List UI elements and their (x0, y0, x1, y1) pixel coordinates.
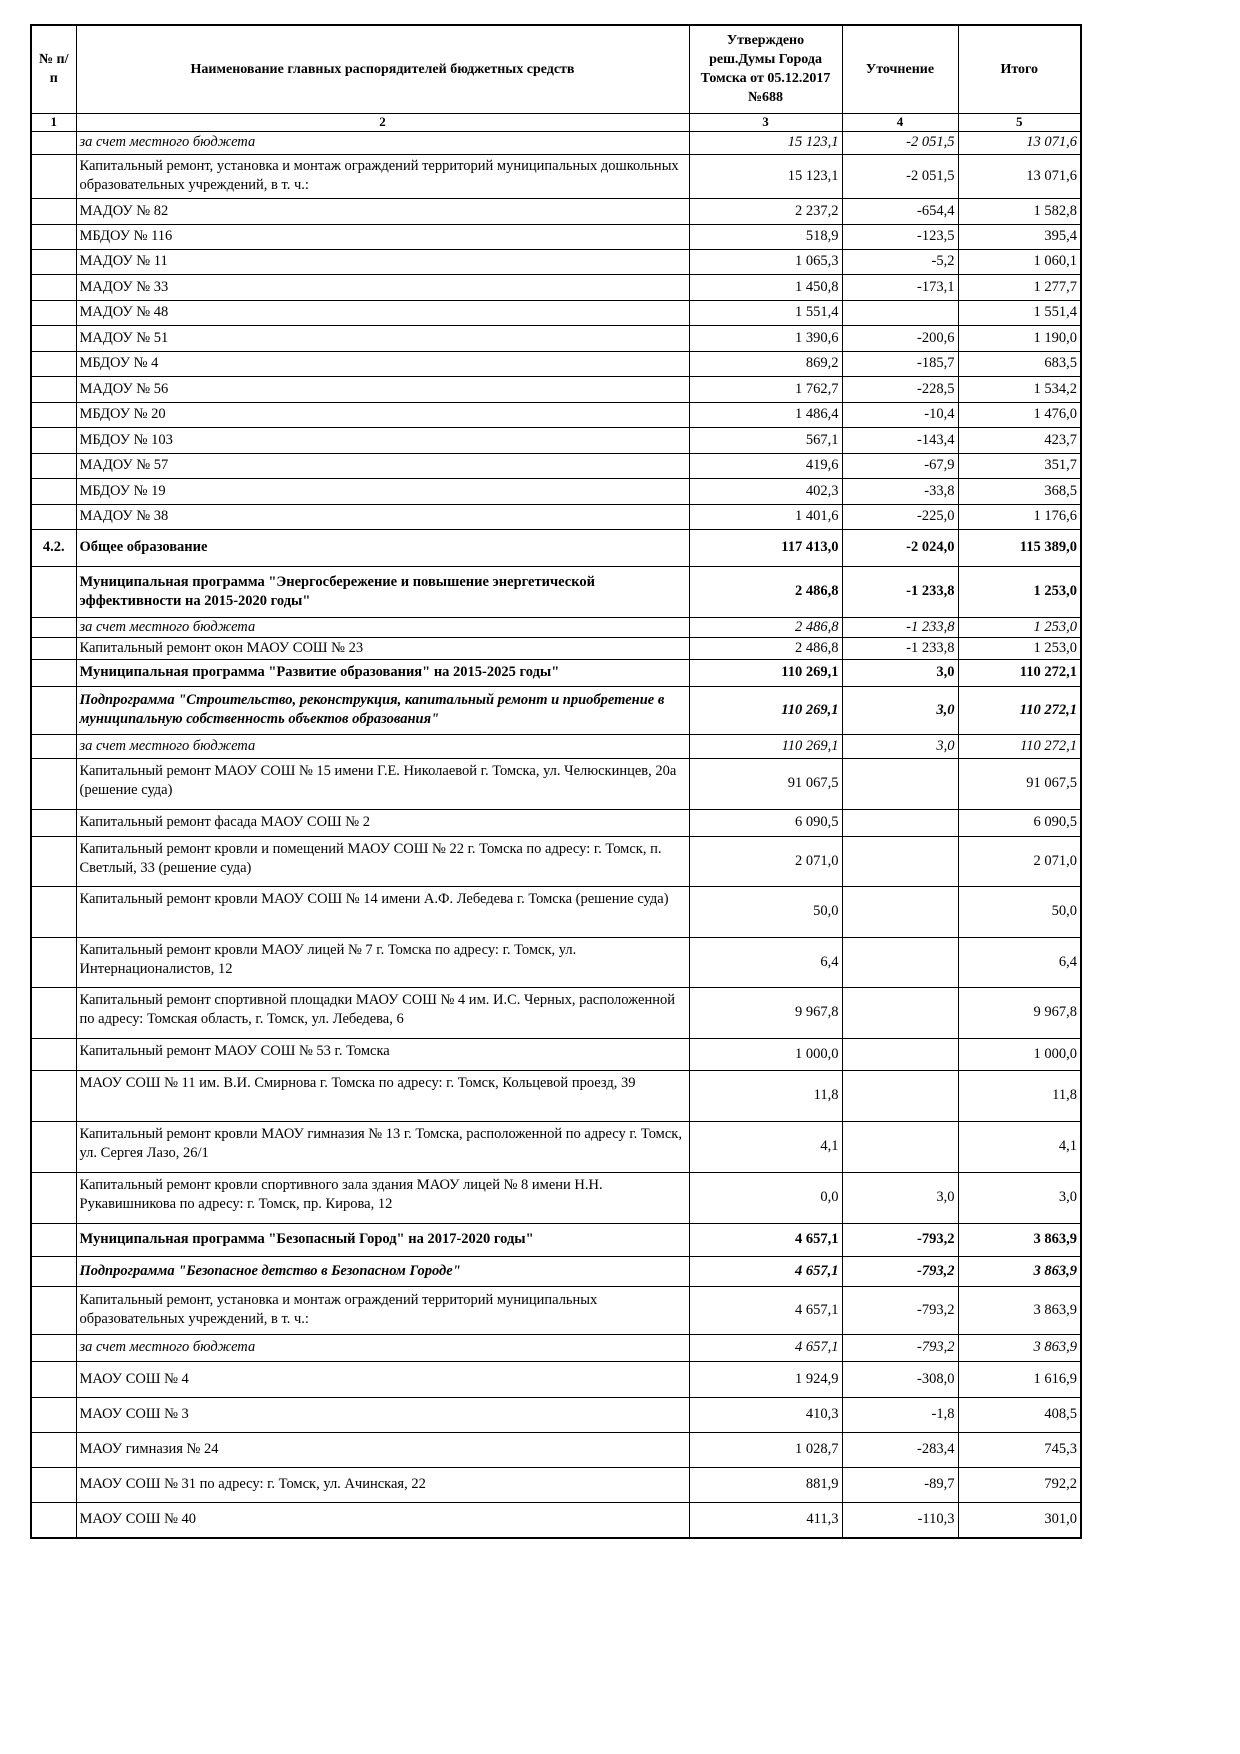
total-value: 1 277,7 (958, 274, 1081, 300)
row-number (31, 617, 76, 637)
clarification-value (842, 300, 958, 325)
row-name: МБДОУ № 4 (76, 351, 689, 376)
total-value: 110 272,1 (958, 686, 1081, 734)
table-row (31, 274, 1081, 300)
header-name: Наименование главных распорядителей бюджетных средств (76, 25, 689, 113)
table-row (31, 617, 1081, 637)
total-value: 110 272,1 (958, 659, 1081, 686)
table-row (31, 249, 1081, 274)
row-name: МАОУ СОШ № 40 (76, 1502, 689, 1538)
table-row (31, 659, 1081, 686)
approved-value: 15 123,1 (689, 131, 842, 154)
table-row (31, 1467, 1081, 1502)
row-name: МАОУ СОШ № 4 (76, 1361, 689, 1397)
clarification-value: -225,0 (842, 504, 958, 529)
column-number: 1 (31, 113, 76, 131)
approved-value: 2 486,8 (689, 617, 842, 637)
total-value: 1 190,0 (958, 325, 1081, 351)
row-name: МАДОУ № 38 (76, 504, 689, 529)
clarification-value (842, 836, 958, 886)
total-value: 4,1 (958, 1121, 1081, 1172)
clarification-value (842, 937, 958, 987)
total-value: 351,7 (958, 453, 1081, 478)
table-row (31, 351, 1081, 376)
total-value: 1 534,2 (958, 376, 1081, 402)
row-name: МАОУ гимназия № 24 (76, 1432, 689, 1467)
approved-value: 11,8 (689, 1070, 842, 1121)
table-row (31, 637, 1081, 659)
table-row (31, 566, 1081, 617)
approved-value: 419,6 (689, 453, 842, 478)
total-value: 6,4 (958, 937, 1081, 987)
table-row (31, 1172, 1081, 1223)
table-row (31, 1334, 1081, 1361)
approved-value: 881,9 (689, 1467, 842, 1502)
row-name: Общее образование (76, 529, 689, 566)
approved-value: 411,3 (689, 1502, 842, 1538)
table-row (31, 886, 1081, 937)
total-value: 3,0 (958, 1172, 1081, 1223)
approved-value: 402,3 (689, 478, 842, 504)
table-row (31, 1038, 1081, 1070)
row-number (31, 1223, 76, 1256)
approved-value: 869,2 (689, 351, 842, 376)
clarification-value: -793,2 (842, 1286, 958, 1334)
approved-value: 15 123,1 (689, 154, 842, 198)
total-value: 3 863,9 (958, 1334, 1081, 1361)
approved-value: 2 486,8 (689, 637, 842, 659)
clarification-value: -1 233,8 (842, 617, 958, 637)
row-name: Подпрограмма "Строительство, реконструкция, капитальный ремонт и приобретение в муниципальную собственность объектов образования" (76, 686, 689, 734)
row-name: МАОУ СОШ № 3 (76, 1397, 689, 1432)
table-row (31, 131, 1081, 154)
clarification-value: 3,0 (842, 686, 958, 734)
row-number (31, 131, 76, 154)
approved-value: 1 401,6 (689, 504, 842, 529)
total-value: 395,4 (958, 224, 1081, 249)
total-value: 110 272,1 (958, 734, 1081, 758)
table-row (31, 300, 1081, 325)
row-number (31, 478, 76, 504)
total-value: 115 389,0 (958, 529, 1081, 566)
table-row (31, 734, 1081, 758)
table-row (31, 453, 1081, 478)
table-row (31, 154, 1081, 198)
row-number (31, 1070, 76, 1121)
total-value: 11,8 (958, 1070, 1081, 1121)
row-name: Муниципальная программа "Энергосбережение и повышение энергетической эффективности на 2015-2020 годы" (76, 566, 689, 617)
row-name: Капитальный ремонт МАОУ СОШ № 53 г. Томска (76, 1038, 689, 1070)
total-value: 9 967,8 (958, 987, 1081, 1038)
clarification-value (842, 758, 958, 809)
table-row (31, 529, 1081, 566)
row-number (31, 1432, 76, 1467)
clarification-value: -654,4 (842, 198, 958, 224)
row-name: Капитальный ремонт фасада МАОУ СОШ № 2 (76, 809, 689, 836)
clarification-value (842, 1070, 958, 1121)
total-value: 368,5 (958, 478, 1081, 504)
approved-value: 117 413,0 (689, 529, 842, 566)
row-name: Подпрограмма "Безопасное детство в Безопасном Городе" (76, 1256, 689, 1286)
approved-value: 6 090,5 (689, 809, 842, 836)
total-value: 301,0 (958, 1502, 1081, 1538)
column-number-row (31, 113, 1081, 131)
row-name: МАДОУ № 56 (76, 376, 689, 402)
clarification-value: -308,0 (842, 1361, 958, 1397)
approved-value: 1 390,6 (689, 325, 842, 351)
row-number (31, 809, 76, 836)
clarification-value: -10,4 (842, 402, 958, 427)
clarification-value: -89,7 (842, 1467, 958, 1502)
row-name: МБДОУ № 19 (76, 478, 689, 504)
row-name: за счет местного бюджета (76, 1334, 689, 1361)
table-row (31, 1121, 1081, 1172)
approved-value: 1 924,9 (689, 1361, 842, 1397)
approved-value: 567,1 (689, 427, 842, 453)
clarification-value: -143,4 (842, 427, 958, 453)
approved-value: 4 657,1 (689, 1223, 842, 1256)
approved-value: 4 657,1 (689, 1256, 842, 1286)
header-no: № п/п (31, 25, 76, 113)
table-row (31, 504, 1081, 529)
total-value: 3 863,9 (958, 1256, 1081, 1286)
total-value: 423,7 (958, 427, 1081, 453)
table-row (31, 758, 1081, 809)
header-approved: Утверждено реш.Думы Города Томска от 05.12.2017 №688 (689, 25, 842, 113)
row-number (31, 351, 76, 376)
row-number (31, 1334, 76, 1361)
approved-value: 1 486,4 (689, 402, 842, 427)
total-value: 1 616,9 (958, 1361, 1081, 1397)
row-name: Капитальный ремонт кровли МАОУ СОШ № 14 имени А.Ф. Лебедева г. Томска (решение суда) (76, 886, 689, 937)
row-name: МАОУ СОШ № 31 по адресу: г. Томск, ул. Ачинская, 22 (76, 1467, 689, 1502)
approved-value: 410,3 (689, 1397, 842, 1432)
row-number (31, 686, 76, 734)
row-name: Капитальный ремонт МАОУ СОШ № 15 имени Г.Е. Николаевой г. Томска, ул. Челюскинцев, 20а (решение суда) (76, 758, 689, 809)
clarification-value: -2 051,5 (842, 154, 958, 198)
clarification-value: -283,4 (842, 1432, 958, 1467)
row-number (31, 659, 76, 686)
row-number (31, 1361, 76, 1397)
row-name: за счет местного бюджета (76, 131, 689, 154)
row-name: МАОУ СОШ № 11 им. В.И. Смирнова г. Томска по адресу: г. Томск, Кольцевой проезд, 39 (76, 1070, 689, 1121)
total-value: 1 000,0 (958, 1038, 1081, 1070)
row-number (31, 734, 76, 758)
approved-value: 1 028,7 (689, 1432, 842, 1467)
clarification-value: -185,7 (842, 351, 958, 376)
row-name: МБДОУ № 103 (76, 427, 689, 453)
approved-value: 2 486,8 (689, 566, 842, 617)
row-number (31, 325, 76, 351)
row-name: Капитальный ремонт кровли и помещений МАОУ СОШ № 22 г. Томска по адресу: г. Томск, п. Светлый, 33 (решение суда) (76, 836, 689, 886)
approved-value: 1 000,0 (689, 1038, 842, 1070)
clarification-value: -173,1 (842, 274, 958, 300)
row-name: МАДОУ № 82 (76, 198, 689, 224)
row-number (31, 987, 76, 1038)
row-number (31, 376, 76, 402)
row-number (31, 758, 76, 809)
row-number (31, 402, 76, 427)
row-name: Муниципальная программа "Безопасный Город" на 2017-2020 годы" (76, 1223, 689, 1256)
approved-value: 4 657,1 (689, 1334, 842, 1361)
table-row (31, 836, 1081, 886)
row-name: за счет местного бюджета (76, 617, 689, 637)
table-row (31, 1256, 1081, 1286)
table-row (31, 376, 1081, 402)
clarification-value: -793,2 (842, 1256, 958, 1286)
approved-value: 9 967,8 (689, 987, 842, 1038)
table-row (31, 1223, 1081, 1256)
clarification-value: -1 233,8 (842, 566, 958, 617)
total-value: 1 253,0 (958, 566, 1081, 617)
row-number (31, 427, 76, 453)
column-number: 4 (842, 113, 958, 131)
total-value: 792,2 (958, 1467, 1081, 1502)
table-row (31, 686, 1081, 734)
clarification-value (842, 1121, 958, 1172)
total-value: 745,3 (958, 1432, 1081, 1467)
clarification-value (842, 886, 958, 937)
clarification-value (842, 987, 958, 1038)
table-row (31, 1361, 1081, 1397)
total-value: 408,5 (958, 1397, 1081, 1432)
table-row (31, 987, 1081, 1038)
table-row (31, 325, 1081, 351)
row-name: МАДОУ № 57 (76, 453, 689, 478)
total-value: 1 253,0 (958, 617, 1081, 637)
row-name: за счет местного бюджета (76, 734, 689, 758)
row-number (31, 198, 76, 224)
clarification-value: -200,6 (842, 325, 958, 351)
approved-value: 1 065,3 (689, 249, 842, 274)
row-number (31, 1256, 76, 1286)
row-name: Капитальный ремонт, установка и монтаж ограждений территорий муниципальных дошкольных образовательных учреждений, в т. ч.: (76, 154, 689, 198)
row-name: МАДОУ № 11 (76, 249, 689, 274)
table-row (31, 1397, 1081, 1432)
header-clarification: Уточнение (842, 25, 958, 113)
row-name: МАДОУ № 33 (76, 274, 689, 300)
clarification-value: -793,2 (842, 1334, 958, 1361)
column-number: 3 (689, 113, 842, 131)
row-name: МАДОУ № 51 (76, 325, 689, 351)
table-header-row (31, 25, 1081, 113)
clarification-value: -33,8 (842, 478, 958, 504)
row-number (31, 504, 76, 529)
table-row (31, 1432, 1081, 1467)
row-name: МАДОУ № 48 (76, 300, 689, 325)
row-number (31, 249, 76, 274)
row-name: Капитальный ремонт кровли спортивного зала здания МАОУ лицей № 8 имени Н.Н. Рукавишникова по адресу: г. Томск, пр. Кирова, 12 (76, 1172, 689, 1223)
row-number (31, 154, 76, 198)
row-number (31, 1121, 76, 1172)
row-name: Муниципальная программа "Развитие образования" на 2015-2025 годы" (76, 659, 689, 686)
clarification-value: -123,5 (842, 224, 958, 249)
row-number (31, 224, 76, 249)
row-number (31, 1502, 76, 1538)
row-number (31, 836, 76, 886)
row-name: МБДОУ № 20 (76, 402, 689, 427)
table-row (31, 198, 1081, 224)
row-number (31, 637, 76, 659)
table-row (31, 1502, 1081, 1538)
clarification-value (842, 1038, 958, 1070)
table-row (31, 478, 1081, 504)
approved-value: 110 269,1 (689, 659, 842, 686)
row-number (31, 886, 76, 937)
clarification-value: -5,2 (842, 249, 958, 274)
total-value: 1 476,0 (958, 402, 1081, 427)
total-value: 1 176,6 (958, 504, 1081, 529)
row-number (31, 1038, 76, 1070)
clarification-value: -67,9 (842, 453, 958, 478)
approved-value: 6,4 (689, 937, 842, 987)
clarification-value: -793,2 (842, 1223, 958, 1256)
table-row (31, 402, 1081, 427)
total-value: 6 090,5 (958, 809, 1081, 836)
row-number (31, 566, 76, 617)
total-value: 13 071,6 (958, 154, 1081, 198)
row-name: Капитальный ремонт кровли МАОУ гимназия № 13 г. Томска, расположенной по адресу г. Томск, ул. Сергея Лазо, 26/1 (76, 1121, 689, 1172)
row-number (31, 274, 76, 300)
budget-table (30, 24, 1082, 1539)
clarification-value: 3,0 (842, 659, 958, 686)
total-value: 13 071,6 (958, 131, 1081, 154)
table-row (31, 937, 1081, 987)
approved-value: 1 450,8 (689, 274, 842, 300)
row-name: Капитальный ремонт, установка и монтаж ограждений территорий муниципальных образовательных учреждений, в т. ч.: (76, 1286, 689, 1334)
approved-value: 2 071,0 (689, 836, 842, 886)
clarification-value: 3,0 (842, 734, 958, 758)
clarification-value: -2 051,5 (842, 131, 958, 154)
approved-value: 2 237,2 (689, 198, 842, 224)
clarification-value: -2 024,0 (842, 529, 958, 566)
table-row (31, 1286, 1081, 1334)
approved-value: 1 762,7 (689, 376, 842, 402)
total-value: 3 863,9 (958, 1286, 1081, 1334)
approved-value: 1 551,4 (689, 300, 842, 325)
total-value: 683,5 (958, 351, 1081, 376)
row-number (31, 1286, 76, 1334)
table-row (31, 809, 1081, 836)
table-row (31, 1070, 1081, 1121)
row-name: Капитальный ремонт окон МАОУ СОШ № 23 (76, 637, 689, 659)
table-row (31, 224, 1081, 249)
column-number: 2 (76, 113, 689, 131)
row-number (31, 453, 76, 478)
total-value: 1 551,4 (958, 300, 1081, 325)
row-name: МБДОУ № 116 (76, 224, 689, 249)
total-value: 1 582,8 (958, 198, 1081, 224)
approved-value: 110 269,1 (689, 734, 842, 758)
header-total: Итого (958, 25, 1081, 113)
clarification-value: -1 233,8 (842, 637, 958, 659)
row-number: 4.2. (31, 529, 76, 566)
total-value: 50,0 (958, 886, 1081, 937)
total-value: 2 071,0 (958, 836, 1081, 886)
approved-value: 518,9 (689, 224, 842, 249)
clarification-value (842, 809, 958, 836)
row-name: Капитальный ремонт спортивной площадки МАОУ СОШ № 4 им. И.С. Черных, расположенной по адресу: Томская область, г. Томск, ул. Лебедева, 6 (76, 987, 689, 1038)
row-number (31, 937, 76, 987)
row-name: Капитальный ремонт кровли МАОУ лицей № 7 г. Томска по адресу: г. Томск, ул. Интернационалистов, 12 (76, 937, 689, 987)
approved-value: 0,0 (689, 1172, 842, 1223)
approved-value: 110 269,1 (689, 686, 842, 734)
clarification-value: -110,3 (842, 1502, 958, 1538)
approved-value: 4 657,1 (689, 1286, 842, 1334)
column-number: 5 (958, 113, 1081, 131)
clarification-value: -1,8 (842, 1397, 958, 1432)
total-value: 1 060,1 (958, 249, 1081, 274)
approved-value: 91 067,5 (689, 758, 842, 809)
row-number (31, 1397, 76, 1432)
total-value: 1 253,0 (958, 637, 1081, 659)
clarification-value: 3,0 (842, 1172, 958, 1223)
row-number (31, 1172, 76, 1223)
row-number (31, 1467, 76, 1502)
row-number (31, 300, 76, 325)
clarification-value: -228,5 (842, 376, 958, 402)
total-value: 91 067,5 (958, 758, 1081, 809)
table-row (31, 427, 1081, 453)
total-value: 3 863,9 (958, 1223, 1081, 1256)
approved-value: 4,1 (689, 1121, 842, 1172)
approved-value: 50,0 (689, 886, 842, 937)
